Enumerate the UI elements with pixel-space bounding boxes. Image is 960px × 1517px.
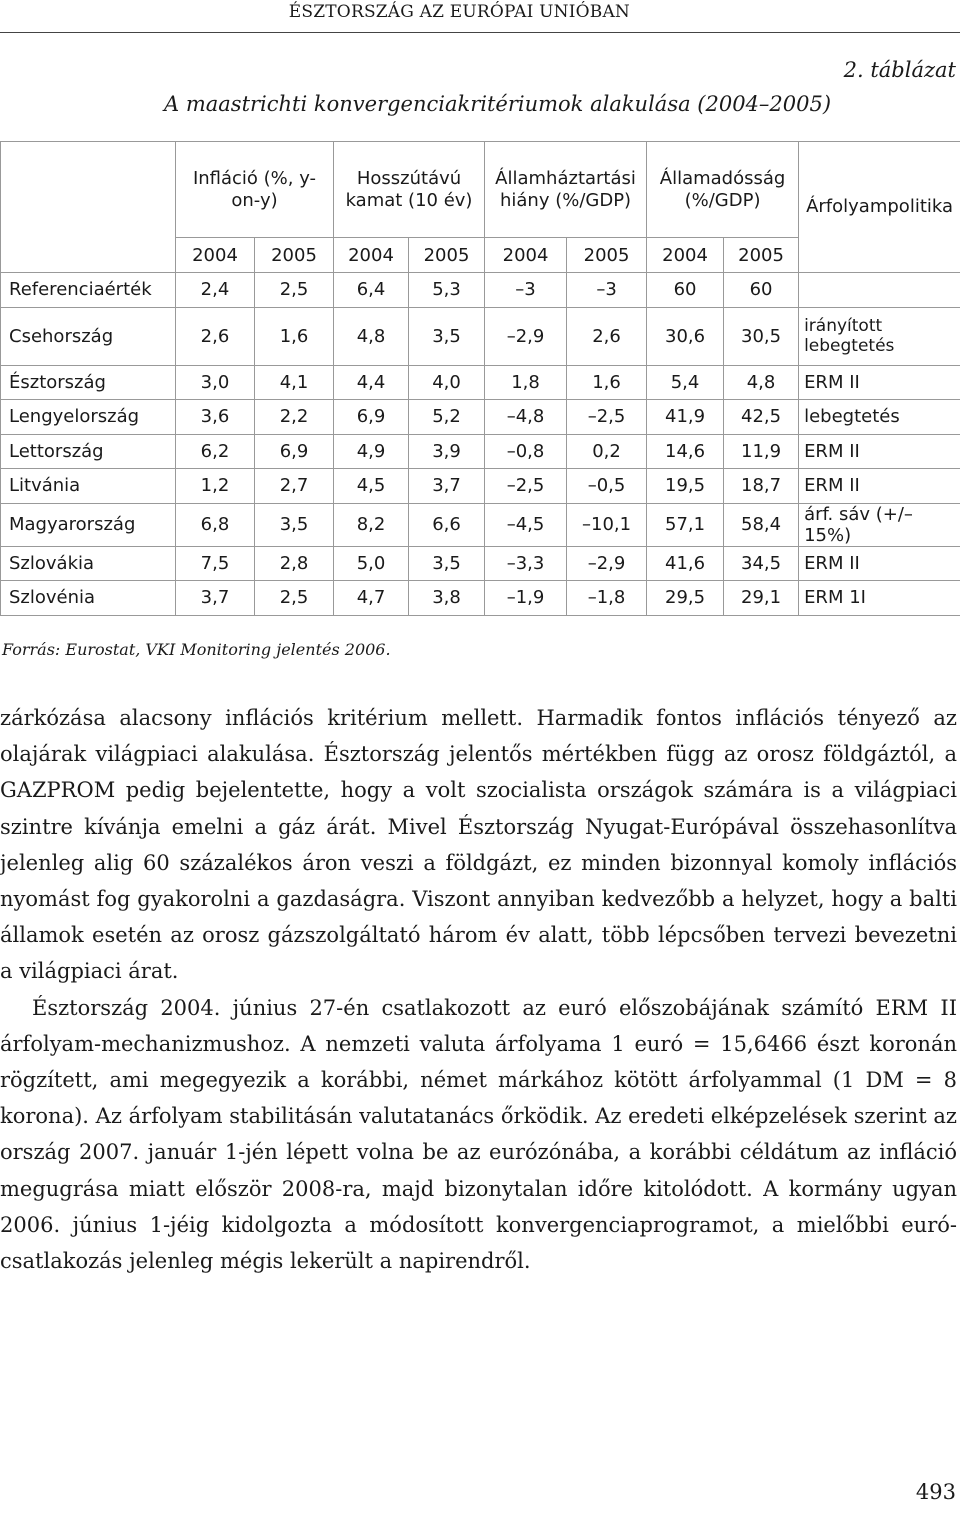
value-cell: 3,5 (409, 307, 485, 365)
value-cell: 60 (647, 273, 724, 308)
table-row (1, 365, 960, 400)
value-cell: 1,2 (176, 469, 255, 504)
year-header: 2004 (485, 238, 567, 273)
value-cell: 3,7 (176, 581, 255, 616)
value-cell: 19,5 (647, 469, 724, 504)
value-cell: –0,8 (485, 434, 567, 469)
value-cell: 3,6 (176, 400, 255, 435)
value-cell: 1,6 (255, 307, 334, 365)
year-header: 2004 (176, 238, 255, 273)
country-cell: Szlovákia (1, 546, 176, 581)
value-cell: 1,8 (485, 365, 567, 400)
year-header: 2005 (255, 238, 334, 273)
value-cell: 4,5 (334, 469, 409, 504)
policy-cell: árf. sáv (+/– 15%) (799, 503, 960, 546)
policy-cell: ERM II (799, 469, 960, 504)
value-cell: 6,2 (176, 434, 255, 469)
value-cell: 3,8 (409, 581, 485, 616)
value-cell: 14,6 (647, 434, 724, 469)
country-header (1, 142, 176, 273)
value-cell: 18,7 (724, 469, 799, 504)
value-cell: 2,5 (255, 581, 334, 616)
country-cell: Magyarország (1, 503, 176, 546)
convergence-table (0, 141, 960, 616)
value-cell: 30,5 (724, 307, 799, 365)
value-cell: 58,4 (724, 503, 799, 546)
year-header: 2005 (724, 238, 799, 273)
value-cell: –10,1 (567, 503, 647, 546)
value-cell: 11,9 (724, 434, 799, 469)
policy-cell (799, 273, 960, 308)
value-cell: 4,9 (334, 434, 409, 469)
value-cell: 6,9 (334, 400, 409, 435)
value-cell: 6,8 (176, 503, 255, 546)
value-cell: 3,5 (255, 503, 334, 546)
policy-header: Árfolyampolitika (799, 142, 960, 273)
country-cell: Referenciaérték (1, 273, 176, 308)
value-cell: –2,9 (485, 307, 567, 365)
value-cell: 2,2 (255, 400, 334, 435)
group-header-debt: Államadósság (%/GDP) (647, 142, 799, 238)
value-cell: –3 (567, 273, 647, 308)
value-cell: 5,3 (409, 273, 485, 308)
value-cell: 6,9 (255, 434, 334, 469)
value-cell: 60 (724, 273, 799, 308)
table-row (1, 581, 960, 616)
policy-cell: ERM II (799, 365, 960, 400)
policy-cell: irányított lebegtetés (799, 307, 960, 365)
year-header: 2004 (647, 238, 724, 273)
table-source: Forrás: Eurostat, VKI Monitoring jelentés 2006. (2, 640, 391, 659)
policy-cell: ERM II (799, 434, 960, 469)
country-cell: Lettország (1, 434, 176, 469)
value-cell: 3,7 (409, 469, 485, 504)
value-cell: 34,5 (724, 546, 799, 581)
table-title: A maastrichti konvergenciakritériumok alakulása (2004–2005) (164, 92, 832, 116)
value-cell: 7,5 (176, 546, 255, 581)
value-cell: –2,5 (567, 400, 647, 435)
value-cell: 3,0 (176, 365, 255, 400)
value-cell: –1,9 (485, 581, 567, 616)
table-row (1, 273, 960, 308)
value-cell: –4,8 (485, 400, 567, 435)
year-header: 2005 (567, 238, 647, 273)
value-cell: 4,8 (334, 307, 409, 365)
year-header: 2004 (334, 238, 409, 273)
value-cell: 4,1 (255, 365, 334, 400)
value-cell: 2,6 (176, 307, 255, 365)
value-cell: 6,6 (409, 503, 485, 546)
value-cell: 29,5 (647, 581, 724, 616)
country-cell: Litvánia (1, 469, 176, 504)
value-cell: 42,5 (724, 400, 799, 435)
table-row (1, 307, 960, 365)
value-cell: 4,4 (334, 365, 409, 400)
value-cell: 0,2 (567, 434, 647, 469)
table-row (1, 546, 960, 581)
group-header-deficit: Államháztartási hiány (%/GDP) (485, 142, 647, 238)
group-header-inflation: Infláció (%, y-on-y) (176, 142, 334, 238)
value-cell: 1,6 (567, 365, 647, 400)
table-number: 2. táblázat (843, 58, 956, 82)
value-cell: 2,6 (567, 307, 647, 365)
value-cell: –1,8 (567, 581, 647, 616)
table-row (1, 469, 960, 504)
table-row (1, 503, 960, 546)
value-cell: 5,4 (647, 365, 724, 400)
country-cell: Lengyelország (1, 400, 176, 435)
policy-cell: lebegtetés (799, 400, 960, 435)
country-cell: Szlovénia (1, 581, 176, 616)
value-cell: –2,5 (485, 469, 567, 504)
value-cell: 8,2 (334, 503, 409, 546)
value-cell: 6,4 (334, 273, 409, 308)
value-cell: 41,6 (647, 546, 724, 581)
year-header: 2005 (409, 238, 485, 273)
group-header-interest: Hosszútávú kamat (10 év) (334, 142, 485, 238)
body-paragraph: zárkózása alacsony inflációs kritérium mellett. Harmadik fontos inflációs tényező az olajárak világpiaci alakulása. Észtország jelentős mértékben függ az orosz földgáztól, a GAZPROM pedig bejelentette, hogy a volt szocialista országok számára is a világpiaci szintre kívánja emelni a gáz árát. Mivel Észtország Nyugat-Európával összehasonlítva jelenleg alig 60 százalékos áron veszi a földgázt, ez minden bizonnyal komoly inflációs nyomást fog gyakorolni a gazdaságra. Viszont annyiban kedvezőbb a helyzet, hogy a balti államok esetén az orosz gázszolgáltató három év alatt, több lépcsőben tervezi bevezetni a világpiaci árat. (0, 706, 957, 984)
table-row (1, 434, 960, 469)
value-cell: 4,7 (334, 581, 409, 616)
value-cell: 41,9 (647, 400, 724, 435)
policy-cell: ERM 1I (799, 581, 960, 616)
page-number: 493 (915, 1480, 956, 1504)
value-cell: –2,9 (567, 546, 647, 581)
value-cell: –4,5 (485, 503, 567, 546)
value-cell: 4,8 (724, 365, 799, 400)
running-head: ÉSZTORSZÁG AZ EURÓPAI UNIÓBAN (288, 2, 630, 22)
value-cell: 30,6 (647, 307, 724, 365)
table-row (1, 400, 960, 435)
value-cell: 3,9 (409, 434, 485, 469)
value-cell: 3,5 (409, 546, 485, 581)
policy-cell: ERM II (799, 546, 960, 581)
value-cell: 2,8 (255, 546, 334, 581)
country-cell: Csehország (1, 307, 176, 365)
value-cell: 2,4 (176, 273, 255, 308)
country-cell: Észtország (1, 365, 176, 400)
body-paragraph: Észtország 2004. június 27-én csatlakozott az euró előszobájának számító ERM II árfolyam-mechanizmushoz. A nemzeti valuta árfolyama 1 euró = 15,6466 észt koronán rögzített, ami megegyezik a korábbi, német márkához kötött árfolyammal (1 DM = 8 korona). Az árfolyam stabilitásán valutatanács őrködik. Az eredeti elképzelések szerint az ország 2007. január 1-jén lépett volna be az eurózónába, a korábbi céldátum az infláció megugrása miatt először 2008-ra, majd bizonytalan időre kitolódott. A kormány ugyan 2006. június 1-jéig kidolgozta a módosított konvergenciaprogramot, a mielőbbi eurócsatlakozás jelenleg mégis lekerült a napirendről. (0, 995, 957, 1274)
value-cell: 5,2 (409, 400, 485, 435)
value-cell: 2,7 (255, 469, 334, 504)
body-text (0, 700, 957, 1279)
value-cell: 57,1 (647, 503, 724, 546)
header-rule (0, 32, 960, 33)
value-cell: 29,1 (724, 581, 799, 616)
value-cell: –3 (485, 273, 567, 308)
value-cell: –0,5 (567, 469, 647, 504)
value-cell: 5,0 (334, 546, 409, 581)
value-cell: 4,0 (409, 365, 485, 400)
value-cell: –3,3 (485, 546, 567, 581)
value-cell: 2,5 (255, 273, 334, 308)
